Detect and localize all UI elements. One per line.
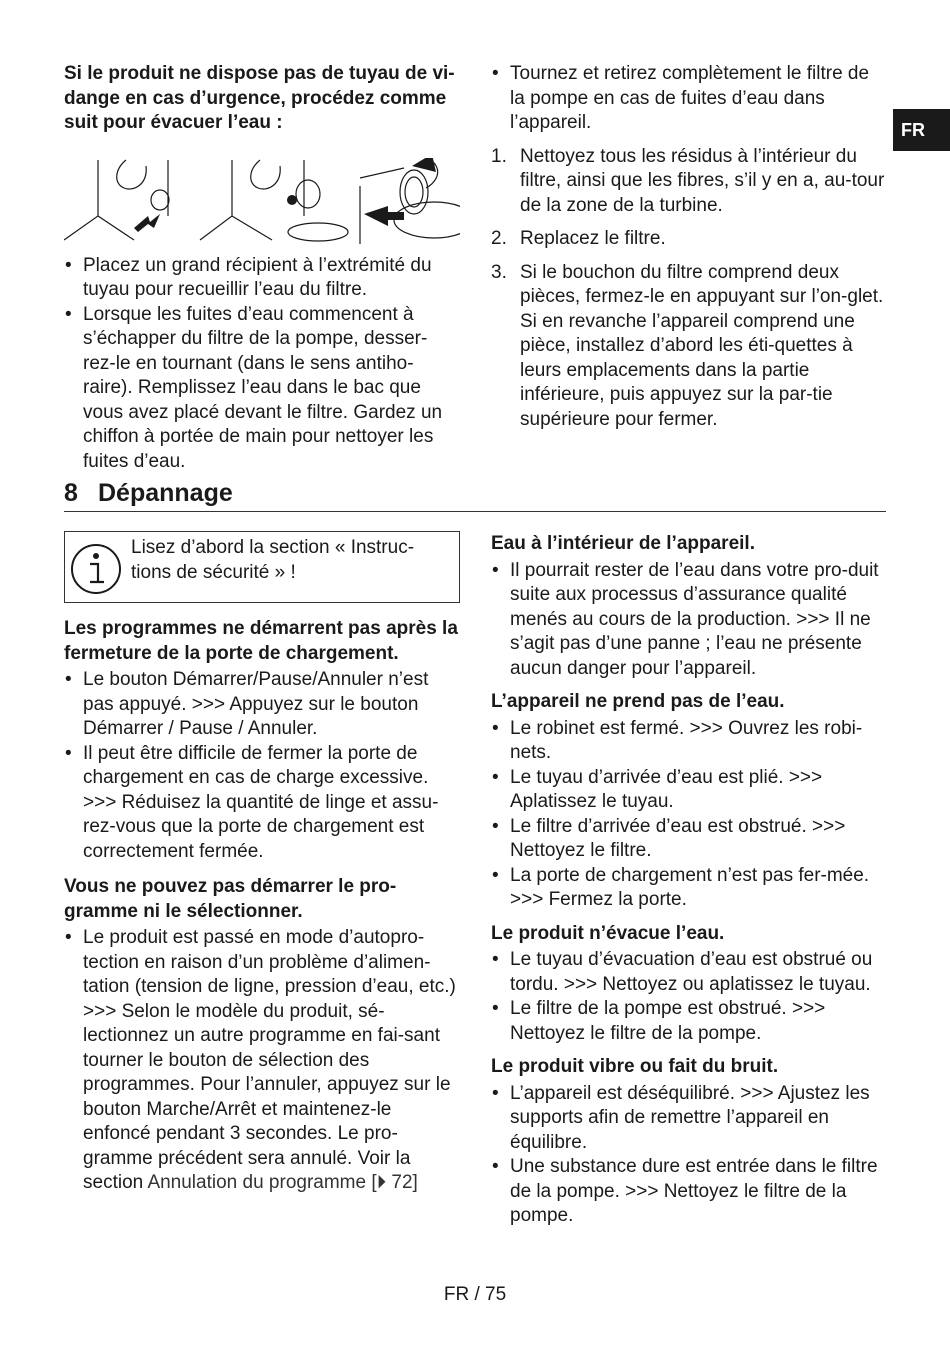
- step-number: 3.: [491, 261, 507, 283]
- step-text: Nettoyez tous les résidus à l’intérieur du filtre, ainsi que les fibres, s’il y en a, au-tour de la zone de la turbine.: [520, 145, 885, 216]
- step-item: [491, 261, 887, 433]
- list-item: • L’appareil est déséquilibré. >>> Ajustez les supports afin de remettre l’appareil en équilibre.: [491, 1082, 887, 1156]
- problem-heading: Vous ne pouvez pas démarrer le pro-gramme ni le sélectionner.: [64, 876, 397, 922]
- info-box: [64, 531, 460, 603]
- list-item: • Tournez et retirez complètement le filtre de la pompe en cas de fuites d’eau dans l’appareil.: [491, 62, 887, 136]
- list-item: • Le bouton Démarrer/Pause/Annuler n’est pas appuyé. >>> Appuyez sur le bouton Démarrer / Pause / Annuler.: [64, 668, 460, 742]
- problem-heading: L’appareil ne prend pas de l’eau.: [491, 691, 785, 712]
- problem-heading: Les programmes ne démarrent pas après la fermeture de la porte de chargement.: [64, 618, 458, 664]
- list-item: • Le filtre de la pompe est obstrué. >>> Nettoyez le filtre de la pompe.: [491, 997, 887, 1046]
- step-item: [491, 227, 887, 252]
- section-heading: [64, 477, 886, 512]
- step-number: 1.: [491, 145, 507, 167]
- info-text: Lisez d’abord la section « Instruc-tions de sécurité » !: [131, 537, 415, 583]
- section-title: Dépannage: [98, 479, 233, 507]
- step-text: Si le bouchon du filtre comprend deux pièces, fermez-le en appuyant sur l’on-glet. Si en revanche l’appareil comprend une pièce, installez d’abord les éti-quettes à leurs emplacements dans la partie inférieure, puis appuyez sur la par-tie supérieure pour fermer.: [520, 261, 884, 430]
- list-item: • Le robinet est fermé. >>> Ouvrez les robi-nets.: [491, 717, 887, 766]
- problem-list: [491, 1082, 887, 1229]
- problem-heading: Eau à l’intérieur de l’appareil.: [491, 533, 755, 554]
- drain-illustration: [64, 158, 460, 246]
- emergency-drain-heading: Si le produit ne dispose pas de tuyau de vi-dange en cas d’urgence, procédez comme suit pour évacuer l’eau :: [64, 63, 455, 133]
- step-number: 2.: [491, 228, 507, 249]
- list-item: • Il peut être difficile de fermer la porte de chargement en cas de charge excessive. >>> Réduisez la quantité de linge et assu-rez-vous que la porte de chargement est correctement fermée.: [64, 742, 460, 865]
- list-item: • Le tuyau d’évacuation d’eau est obstrué ou tordu. >>> Nettoyez ou aplatissez le tuyau.: [491, 948, 887, 997]
- list-item: [64, 926, 460, 1196]
- list-item: • Le filtre d’arrivée d’eau est obstrué. >>> Nettoyez le filtre.: [491, 815, 887, 864]
- right-bottom-column: [491, 523, 887, 1229]
- problem-heading: Le produit n’évacue l’eau.: [491, 922, 725, 944]
- section-number: 8: [64, 479, 78, 507]
- filter-steps-list: [491, 145, 887, 433]
- list-item: • Lorsque les fuites d’eau commencent à s’échapper du filtre de la pompe, desser-rez-le en tournant (dans le sens antiho-raire). Remplissez l’eau dans le bac que vous avez placé devant le filtre. Gardez un chiffon à portée de main pour nettoyer les fuites d’eau.: [64, 303, 460, 475]
- language-tab: FR: [893, 109, 950, 151]
- step-text: Replacez le filtre.: [520, 228, 666, 249]
- emergency-drain-list: [64, 254, 460, 475]
- item-text: Le produit est passé en mode d’autopro-tection en raison d’un problème d’alimen-tation (tension de ligne, pression d’eau, etc.) >>> Selon le modèle du produit, sé-lectionnez un autre programme en fai-sant tourner le bouton de sélection des programmes. Pour l’annuler, appuyez sur le bouton Marche/Arrêt et maintenez-le enfoncé pendant 3 secondes. Le pro-gramme précédent sera annulé. Voir la section: [83, 927, 456, 1193]
- list-item: • Le tuyau d’arrivée d’eau est plié. >>> Aplatissez le tuyau.: [491, 766, 887, 815]
- left-top-column: [64, 62, 460, 474]
- page-footer: FR / 75: [443, 1284, 507, 1305]
- problem-list: [491, 559, 887, 682]
- problem-list: [491, 948, 887, 1046]
- problem-list: [64, 668, 460, 864]
- problem-heading: Le produit vibre ou fait du bruit.: [491, 1056, 779, 1077]
- list-item: • Placez un grand récipient à l’extrémité du tuyau pour recueillir l’eau du filtre.: [64, 254, 460, 303]
- list-item: • Il pourrait rester de l’eau dans votre pro-duit suite aux processus d’assurance qualité menés au cours de la production. >>> Il ne s’agit pas d’une panne ; l’eau ne présente aucun danger pour l’appareil.: [491, 559, 887, 682]
- problem-list: [64, 926, 460, 1196]
- step-item: [491, 145, 887, 219]
- cross-reference-link[interactable]: Annulation du programme [⏵ 72]: [147, 1172, 418, 1193]
- filter-remove-list: [491, 62, 887, 136]
- list-item: • La porte de chargement n’est pas fer-mée. >>> Fermez la porte.: [491, 864, 887, 913]
- right-top-column: [491, 62, 887, 441]
- problem-list: [491, 717, 887, 913]
- left-bottom-column: [64, 608, 460, 1196]
- info-icon: [69, 542, 123, 596]
- list-item: • Une substance dure est entrée dans le filtre de la pompe. >>> Nettoyez le filtre de la pompe.: [491, 1155, 887, 1229]
